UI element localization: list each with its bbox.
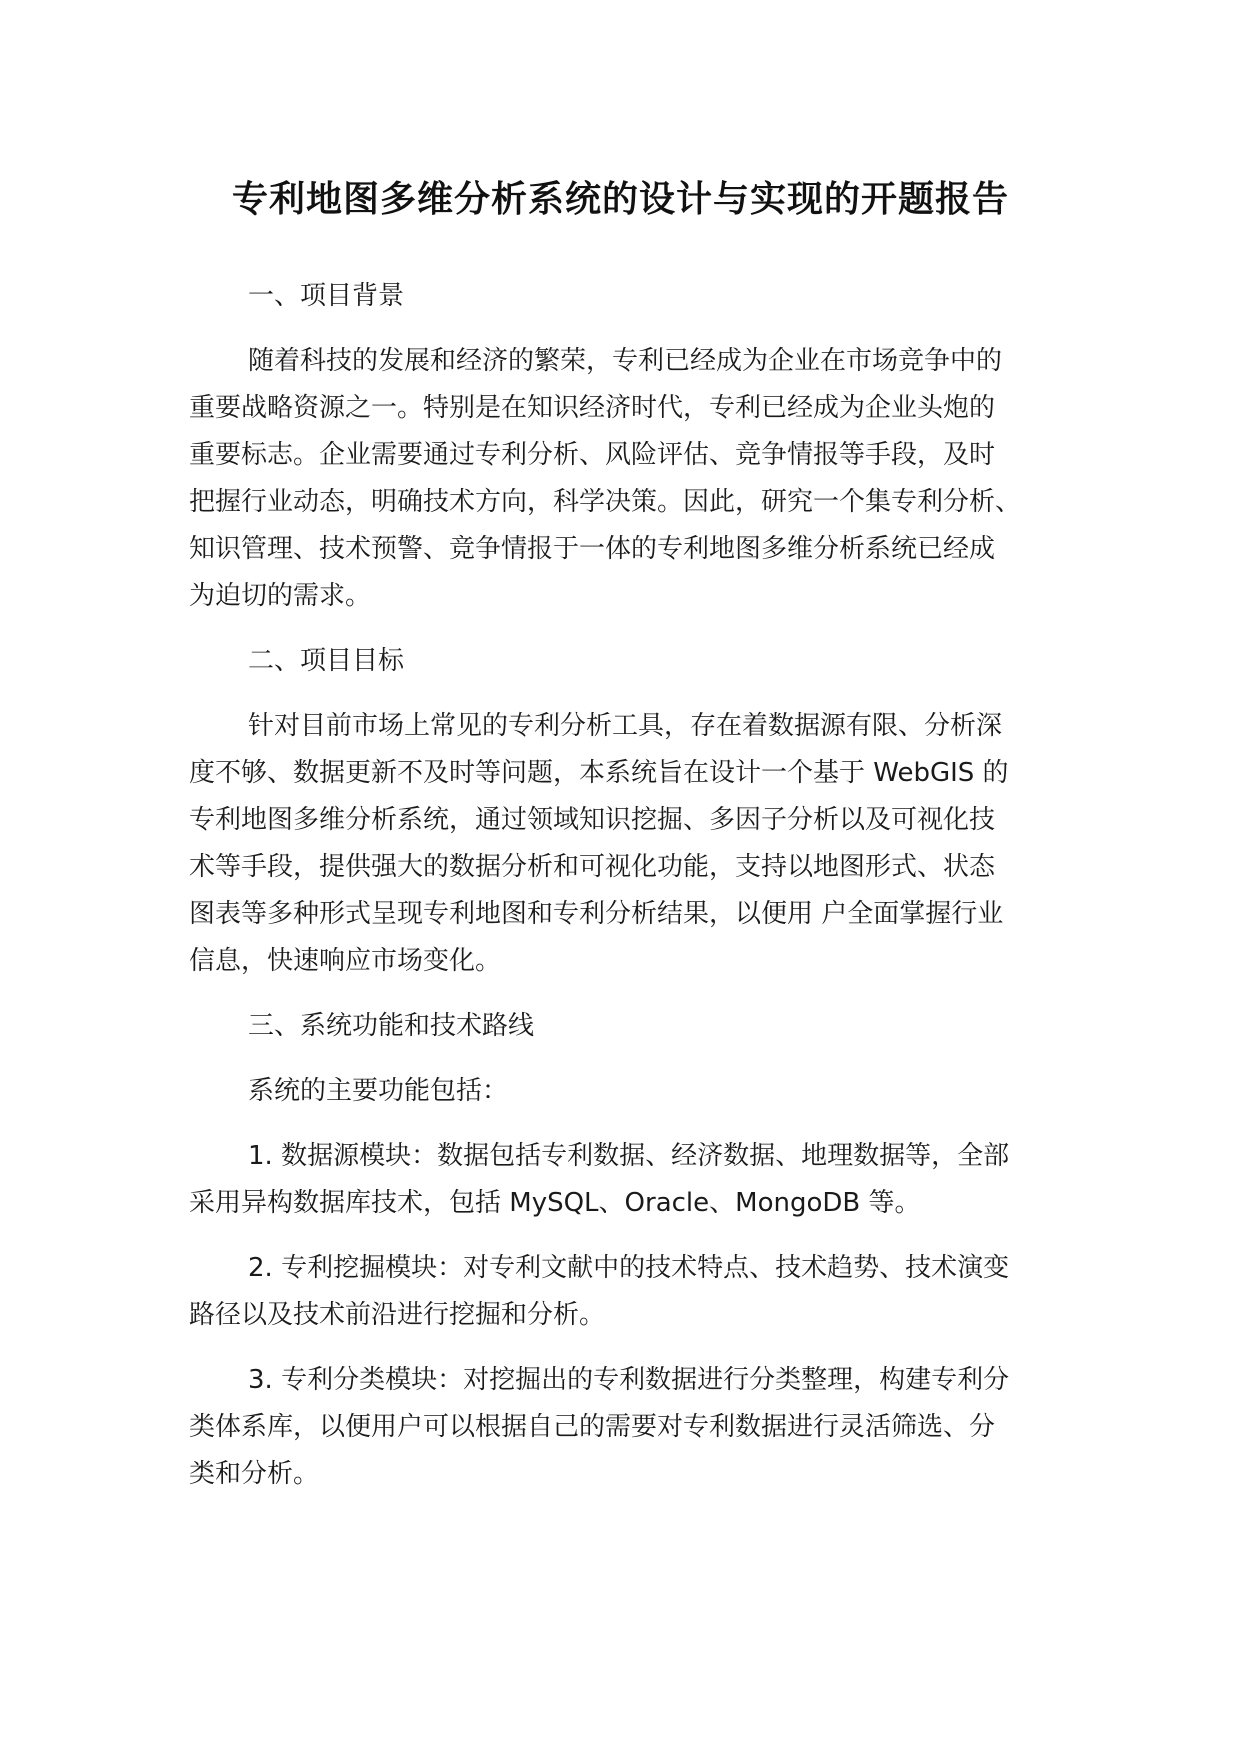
text-line: 随着科技的发展和经济的繁荣，专利已经成为企业在市场竞争中的 — [248, 346, 1003, 376]
text-line: 路径以及技术前沿进行挖掘和分析。 — [189, 1300, 606, 1330]
text-line: 系统的主要功能包括： — [248, 1076, 509, 1106]
text-line: 专利地图多维分析系统，通过领域知识挖掘、多因子分析以及可视化技 — [189, 805, 996, 835]
text-line: 把握行业动态，明确技术方向，科学决策。因此，研究一个集专利分析、 — [189, 487, 1022, 517]
text-line: 重要战略资源之一。特别是在知识经济时代，专利已经成为企业头炮的 — [189, 393, 996, 423]
document-title: 专利地图多维分析系统的设计与实现的开题报告 — [231, 179, 1009, 220]
text-line: 图表等多种形式呈现专利地图和专利分析结果，以便用 户全面掌握行业 — [189, 899, 1004, 929]
text-line: 2. 专利挖掘模块：对专利文献中的技术特点、技术趋势、技术演变 — [248, 1253, 1010, 1283]
text-line: 3. 专利分类模块：对挖掘出的专利数据进行分类整理，构建专利分 — [248, 1365, 1010, 1395]
text-line: 为迫切的需求。 — [189, 581, 372, 611]
text-line: 信息，快速响应市场变化。 — [189, 946, 502, 976]
text-line: 术等手段，提供强大的数据分析和可视化功能，支持以地图形式、状态 — [189, 852, 996, 882]
text-line: 类体系库，以便用户可以根据自己的需要对专利数据进行灵活筛选、分 — [189, 1412, 996, 1442]
text-line: 二、项目目标 — [248, 646, 405, 676]
text-line: 知识管理、技术预警、竞争情报于一体的专利地图多维分析系统已经成 — [189, 534, 996, 564]
text-line: 度不够、数据更新不及时等问题，本系统旨在设计一个基于 WebGIS 的 — [189, 758, 1009, 788]
text-line: 采用异构数据库技术，包括 MySQL、Oracle、MongoDB 等。 — [189, 1188, 921, 1218]
text-line: 类和分析。 — [189, 1459, 320, 1489]
text-line: 重要标志。企业需要通过专利分析、风险评估、竞争情报等手段，及时 — [189, 440, 996, 470]
text-line: 三、系统功能和技术路线 — [248, 1011, 535, 1041]
text-line: 一、项目背景 — [248, 281, 405, 311]
text-line: 1. 数据源模块：数据包括专利数据、经济数据、地理数据等，全部 — [248, 1141, 1010, 1171]
text-line: 针对目前市场上常见的专利分析工具，存在着数据源有限、分析深 — [248, 711, 1003, 741]
